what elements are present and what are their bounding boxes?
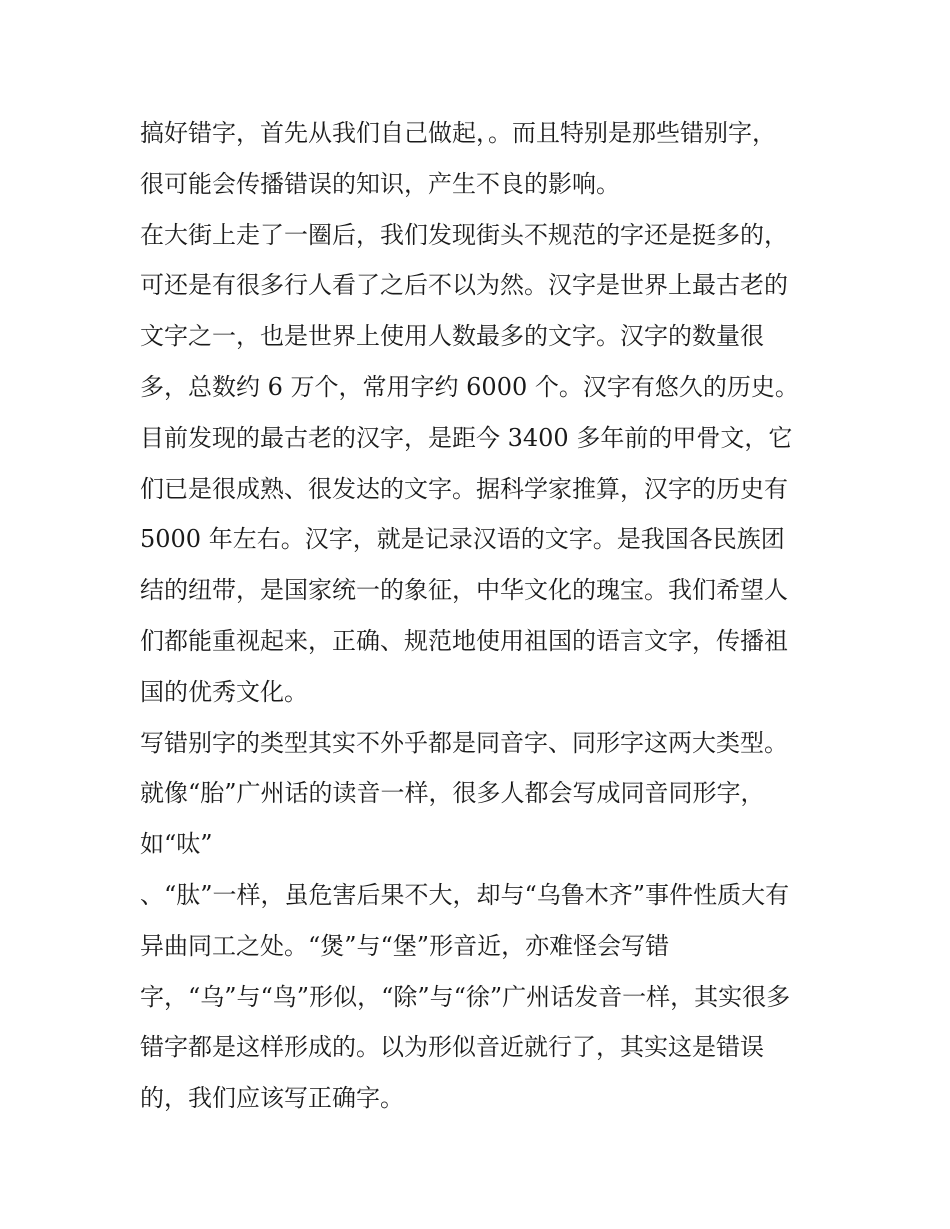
text-line: 目前发现的最古老的汉字，是距今 3400 多年前的甲骨文，它 <box>140 423 793 452</box>
body-text <box>140 108 820 1124</box>
text-line: 字，“乌”与“鸟”形似，“除”与“徐”广州话发音一样，其实很多 <box>140 982 791 1011</box>
text-line: 们都能重视起来，正确、规范地使用祖国的语言文字，传播祖 <box>140 626 788 655</box>
text-line: 异曲同工之处。“煲”与“堡”形音近，亦难怪会写错 <box>140 931 670 960</box>
text-line: 多，总数约 6 万个，常用字约 6000 个。汉字有悠久的历史。 <box>140 372 799 401</box>
text-line: 搞好错字，首先从我们自己做起，。而且特别是那些错别字， <box>140 119 776 147</box>
text-line: 就像“胎”广州话的读音一样，很多人都会写成同音同形字， <box>140 779 765 808</box>
text-line: 很可能会传播错误的知识，产生不良的影响。 <box>140 169 620 198</box>
text-line: 结的纽带，是国家统一的象征，中华文化的瑰宝。我们希望人 <box>140 576 788 605</box>
text-line: 文字之一，也是世界上使用人数最多的文字。汉字的数量很 <box>140 322 764 351</box>
text-line: 在大街上走了一圈后，我们发现街头不规范的字还是挺多的， <box>140 220 788 249</box>
text-line: 国的优秀文化。 <box>140 677 308 706</box>
text-line: 们已是很成熟、很发达的文字。据科学家推算，汉字的历史有 <box>140 474 788 503</box>
text-line: 可还是有很多行人看了之后不以为然。汉字是世界上最古老的 <box>140 271 788 300</box>
text-line: 的，我们应该写正确字。 <box>140 1084 404 1113</box>
text-line: 、“肽”一样，虽危害后果不大，却与“乌鲁木齐”事件性质大有 <box>140 880 790 909</box>
text-line: 错字都是这样形成的。以为形似音近就行了，其实这是错误 <box>140 1033 764 1062</box>
text-line: 写错别字的类型其实不外乎都是同音字、同形字这两大类型。 <box>140 728 788 757</box>
text-line: 5000 年左右。汉字，就是记录汉语的文字。是我国各民族团 <box>140 525 785 554</box>
text-line: 如“呔” <box>140 830 213 859</box>
